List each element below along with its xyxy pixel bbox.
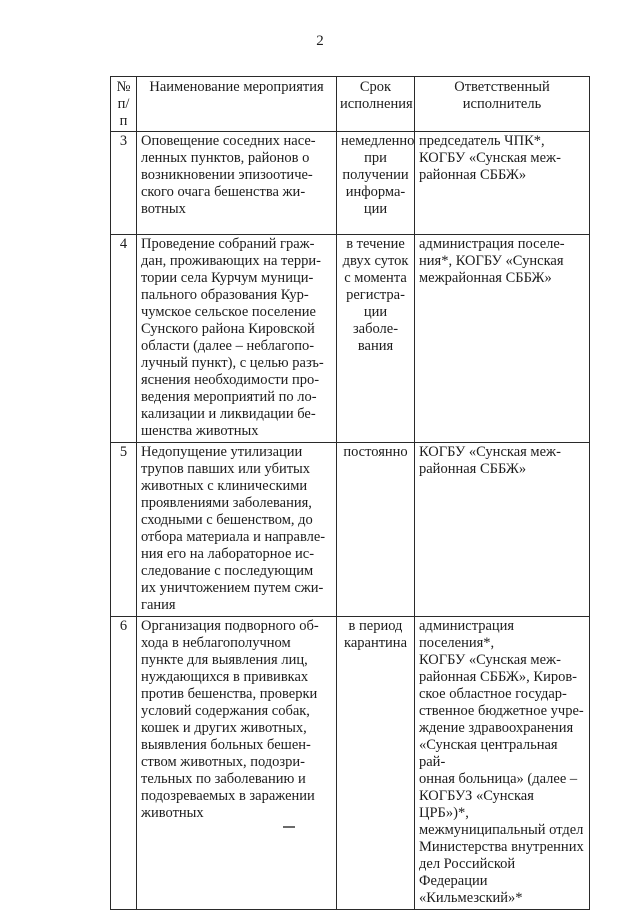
table-header-row xyxy=(111,77,590,132)
table-row xyxy=(111,235,590,443)
header-term: Срок исполнения xyxy=(337,77,415,132)
header-responsible: Ответственный исполнитель xyxy=(415,77,590,132)
row-responsible: председатель ЧПК*, КОГБУ «Сунская меж- районная СББЖ» xyxy=(415,132,590,235)
row-term: немедленно при получении информа- ции xyxy=(337,132,415,235)
row-term: в течение двух суток с момента регистра- ции заболе- вания xyxy=(337,235,415,443)
row-number: 5 xyxy=(111,443,137,617)
scan-mark xyxy=(283,826,295,828)
page-number: 2 xyxy=(316,33,324,49)
table-row xyxy=(111,443,590,617)
row-term: постоянно xyxy=(337,443,415,617)
row-number: 6 xyxy=(111,617,137,910)
header-number: № п/п xyxy=(111,77,137,132)
row-number: 3 xyxy=(111,132,137,235)
header-name: Наименование мероприятия xyxy=(137,77,337,132)
row-measure-name: Оповещение соседних насе- ленных пунктов, районов о возникновении эпизоотиче- ского очага бешенства жи- вотных xyxy=(137,132,337,235)
row-measure-name: Недопущение утилизации трупов павших или убитых животных с клиническими проявлениями заболевания, сходными с бешенством, до отбора материала и направле- ния его на лабораторное ис- следование с последующим их уничтожением путем сжи- гания xyxy=(137,443,337,617)
row-number: 4 xyxy=(111,235,137,443)
row-responsible: КОГБУ «Сунская меж- районная СББЖ» xyxy=(415,443,590,617)
row-term: в период карантина xyxy=(337,617,415,910)
row-measure-name: Организация подворного об- хода в неблагополучном пункте для выявления лиц, нуждающихся в прививках против бешенства, проверки условий содержания собак, кошек и других животных, выявления больных бешен- ством животных, подозри- тельных по заболеванию и подозреваемых в заражении животных xyxy=(137,617,337,910)
table-row xyxy=(111,132,590,235)
measures-table xyxy=(110,76,590,910)
row-measure-name: Проведение собраний граж- дан, проживающих на терри- тории села Курчум муници- пального образования Кур- чумское сельское поселение Сунского района Кировской области (далее – неблагопо- лучный пункт), с целью разъ- яснения необходимости про- ведения мероприятий по ло- кализации и ликвидации бе- шенства животных xyxy=(137,235,337,443)
row-responsible: администрация поселения*, КОГБУ «Сунская меж- районная СББЖ», Киров- ское областное государ- ственное бюджетное учре- ждение здравоохранения «Сунская центральная рай- онная больница» (далее – КОГБУЗ «Сунская ЦРБ»)*, межмуниципальный отдел Министерства внутренних дел Российской Федерации «Кильмезский»* xyxy=(415,617,590,910)
row-responsible: администрация поселе- ния*, КОГБУ «Сунская межрайонная СББЖ» xyxy=(415,235,590,443)
table-row xyxy=(111,617,590,910)
